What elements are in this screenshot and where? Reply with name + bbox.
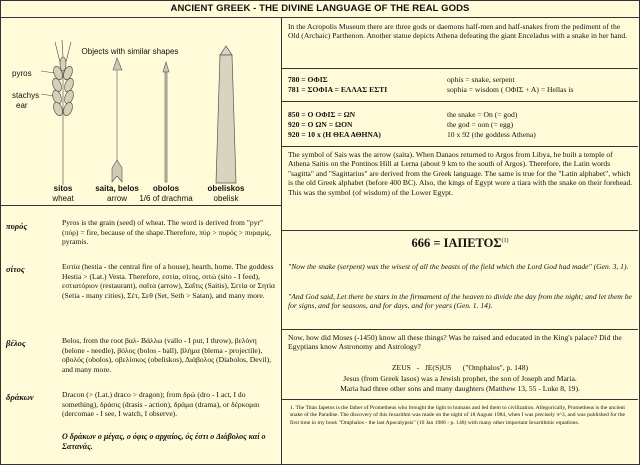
footnote: 1. The Titan Iapetos is the father of Prometheus who brought the light to humans and led them to civilization. Allegorically, Prometheus is the ancient snake of the Paradise. The discovery of this Iexarithm was made on the night of 18 August 1984, when I was precisely π^3, and was published for the first time in my book "Omphalos - the last Apocalypsis" (10 Jan 1986 - p. 148) with many other important Iexarithmic equations.: [290, 405, 625, 426]
equation: 850 = Ο ΟΦΙΣ = ΩΝ: [288, 110, 356, 119]
object-name-sitos: sitos: [53, 184, 73, 193]
intro-paragraph: In the Acropolis Museum there are three gods or daemons half-men and half-snakes from the pediment of the Old (Archaic) Parthenon. Another statue depicts Athena defeating the giant Enceladus with a snake in her hand.: [288, 22, 628, 41]
objects-caption: Objects with similar shapes: [81, 47, 179, 56]
divider: [282, 230, 638, 231]
sais-paragraph: The symbol of Sais was the arrow (saita). When Danaos returned to Argos from Libya, he built a temple of Athena Saitis on the Pontinos Hill at Lerna (about 9 km to the south of Argos). Therefore, the Latin words "sagitta" and "Sagittarius" are derived from the Greek language. The same is true for the "Latin alphabet", which is the old Greek alphabet (before 400 BC). Also, the kings of Egypt wore a tiara with the snake on their forehead. This was the symbol (of wisdom) of the Lower Egypt.: [288, 150, 633, 197]
object-meaning-saita: arrow: [106, 194, 127, 203]
label-stachys: stachys: [12, 91, 40, 100]
equation: 920 = 10 x (Η ΘΕΑ ΑΘΗΝΑ): [288, 130, 381, 139]
equation-gloss: the god = oon (= egg): [447, 120, 514, 129]
obolos-drawing: [163, 62, 169, 182]
bible-quote-genesis-1: "And God said, Let there be stars in the firmament of the heaven to divide the day from the night; and let them be for signs, and for seasons, and for days, and for years (Gen. 1. 14).: [288, 292, 632, 311]
equation-gloss: sophia = wisdom ( ΟΦΙΣ + Α) = Hellas is: [447, 85, 574, 94]
divider: [282, 68, 638, 69]
jesus-line-2: Maria had three other sons and many daughters (Matthew 13, 55 - Luke 8, 19).: [340, 384, 580, 393]
left-section-divider: [0, 205, 281, 206]
objects-illustration: [0, 0, 281, 205]
entry-headword: βέλος: [6, 338, 26, 348]
object-meaning-sitos: wheat: [52, 194, 74, 203]
entry-headword: πυρός: [6, 221, 28, 231]
equation-gloss: ophis = snake, serpent: [447, 75, 515, 84]
jesus-line-1: Jesus (from Greek Iasos) was a Jewish prophet, the son of Joseph and Maria.: [343, 374, 577, 383]
equation: 781 = ΣΟΦΙΑ = ΕΛΛΑΣ ΕΣΤΙ: [288, 85, 388, 94]
entry-headword: δράκων: [6, 392, 34, 402]
object-name-saita: saita, belos: [95, 184, 139, 193]
arrow-drawing: [112, 58, 122, 182]
object-meaning-obolos: 1/6 of drachma: [139, 194, 193, 203]
headline: [282, 236, 638, 251]
entry-definition: Εστία (hestia - the central fire of a house), hearth, home. The goddess Hestia > (Lat.) Vesta. Therefore, εστία, σίτος, σιτώ (sito - I feed), εστιατόριον (restaurant), σαΐτα (arrow), Σαΐτις (Saitis), Σετία or Σητία (Setia - many cities), Σέτ, Σεθ (Set, Seth > Satan), and many more.: [62, 262, 276, 300]
label-pyros: pyros: [12, 69, 32, 78]
page-title: ANCIENT GREEK - THE DIVINE LANGUAGE OF THE REAL GODS: [0, 0, 640, 18]
obelisk-drawing: [216, 46, 236, 183]
object-name-obeliskos: obeliskos: [207, 184, 245, 193]
greek-quote: Ο δράκων ο μέγας, ο όφις ο αρχαίος, ός έστι ο Διάβολος καί ο Σατανάς.: [62, 432, 266, 451]
equation-gloss: 10 x 92 (the goddess Athena): [447, 130, 536, 139]
object-name-obolos: obolos: [152, 184, 180, 193]
divider: [282, 329, 638, 330]
divider: [282, 146, 638, 147]
equation-gloss: the snake = On (= god): [447, 110, 518, 119]
moses-question: Now, how did Moses (-1450) know all these things? Was he raised and educated in the King's palace? Did the Egyptians know Astronomy and Astrology?: [288, 333, 622, 352]
zeus-jesus-line: ZEUS - JE(S)US ("Omphalos", p. 148): [391, 363, 529, 372]
entry-definition: Dracon (> (Lat.) draco > dragon); from δρώ (dro - I act, I do something), δράσις (drasis - action), δράμα (drama), or δέρκομαι (dercomae - I see, I watch, I observe).: [62, 390, 260, 419]
label-ear: ear: [16, 101, 28, 110]
bible-quote-genesis-3: "Now the snake (serpent) was the wisest of all the beasts of the field which the Lord God had made" (Gen. 3, 1).: [288, 262, 629, 271]
equation: 920 = Ο ΩΝ = ΩΟΝ: [288, 120, 353, 129]
entry-definition: Pyros is the grain (seed) of wheat. The word is derived from "pyr" (πύρ) = fire, because of the shape.Therefore, πύρ > πυρός > πυραμίς, pyramis.: [62, 218, 272, 247]
object-meaning-obeliskos: obelisk: [213, 194, 239, 203]
entry-headword: σίτος: [6, 264, 25, 274]
headline-footnote-mark: (1): [501, 237, 509, 244]
headline-text: 666 = ΙΑΠΕΤΟΣ: [411, 236, 502, 250]
wheat-ear-drawing: [41, 40, 75, 185]
entry-definition: Belos, from the root βαλ- Βάλλω (vallo - I put, I throw), βελόνη (belone - needle), βόλος (bolos - ball), βλήμα (blema - projectile), οβολός (obolos), οβελίσκος (obeliskos), Διάβολος (Diabolos, Devil), and many more.: [62, 336, 272, 374]
divider: [282, 101, 638, 102]
equation: 780 = ΟΦΙΣ: [288, 75, 328, 84]
divider: [282, 399, 638, 400]
